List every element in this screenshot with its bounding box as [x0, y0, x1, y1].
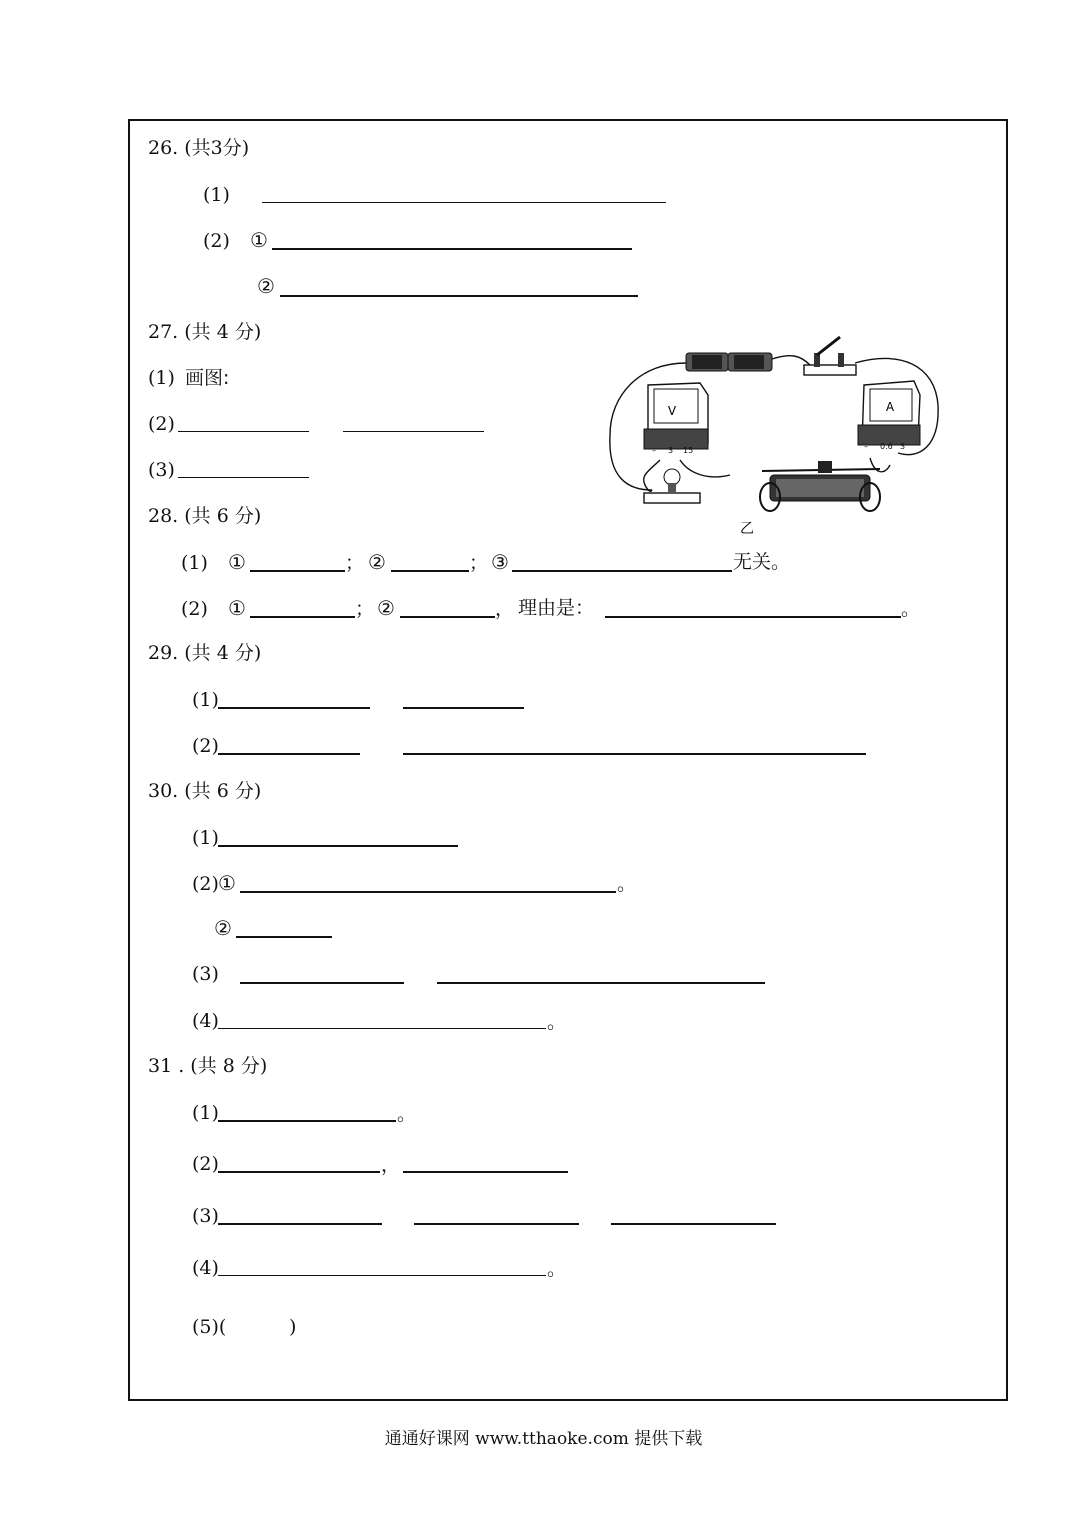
- ammeter-terminal-neg: –: [864, 442, 868, 451]
- q28-part1-answer-line-2[interactable]: [391, 570, 469, 572]
- q30-part2-answer-line-2[interactable]: [236, 936, 332, 938]
- q30-part1-answer-line[interactable]: [218, 845, 458, 847]
- q30-part2-answer-line-1[interactable]: [240, 891, 616, 893]
- ammeter: [858, 381, 920, 451]
- q31-part3-label: (3): [192, 1205, 219, 1227]
- q26-part1-answer-line[interactable]: [262, 202, 666, 203]
- q30-part1-label: (1): [192, 827, 219, 849]
- q28-part1-answer-line-1[interactable]: [250, 570, 345, 572]
- q31-part3-answer-line-3[interactable]: [611, 1223, 776, 1225]
- q31-part1-label: (1): [192, 1102, 219, 1124]
- q26-part1-label: (1): [203, 184, 230, 206]
- q29-part2-label: (2): [192, 735, 219, 757]
- sliding-rheostat: [760, 461, 880, 511]
- q26-part2-label: (2): [203, 230, 230, 252]
- q30-part3-label: (3): [192, 963, 219, 985]
- voltmeter-terminal-15: 15: [683, 446, 694, 455]
- q29-part2-answer-line-2[interactable]: [403, 753, 866, 755]
- q27-part2-answer-line-2[interactable]: [343, 431, 484, 432]
- q29-part1-label: (1): [192, 689, 219, 711]
- q28-p1-circle-3: ③: [491, 550, 509, 574]
- q30-part4-answer-line[interactable]: [218, 1028, 546, 1029]
- q27-part1-text: 画图:: [185, 367, 230, 389]
- q29-part1-answer-line-2[interactable]: [403, 707, 524, 709]
- q31-part2-label: (2): [192, 1153, 219, 1175]
- q30-heading: 30. (共 6 分): [148, 780, 262, 802]
- q31-part5-label: (5)(: [192, 1316, 227, 1338]
- battery-2: [728, 353, 772, 371]
- q30-part4-label: (4): [192, 1010, 219, 1032]
- voltmeter-terminal-3: 3: [668, 446, 674, 455]
- q27-part3-label: (3): [148, 459, 175, 481]
- q31-part2-answer-line-2[interactable]: [403, 1171, 568, 1173]
- q28-reason-answer-line[interactable]: [605, 616, 901, 618]
- q28-p1-circle-2: ②: [368, 550, 386, 574]
- q31-part5-close: ): [289, 1316, 297, 1338]
- ammeter-terminal-3: 3: [900, 442, 906, 451]
- q28-heading: 28. (共 6 分): [148, 505, 262, 527]
- q28-p2-circle-2: ②: [377, 596, 395, 620]
- q30-part3-answer-line-1[interactable]: [240, 982, 404, 984]
- q31-p2-comma: ，: [381, 1154, 401, 1176]
- q28-p2-comma: ，: [495, 598, 515, 620]
- q26-part2-answer-line-2[interactable]: [280, 295, 638, 297]
- light-bulb: [644, 469, 700, 503]
- q28-p2-end: 。: [901, 598, 921, 620]
- ammeter-terminal-06: 0.6: [880, 442, 893, 451]
- q30-p2-period: 。: [617, 873, 637, 895]
- q28-p2-sep: ；: [355, 598, 375, 620]
- q30-part2-label: (2): [192, 873, 219, 895]
- switch: [804, 337, 856, 375]
- q28-p1-end: 无关。: [733, 551, 791, 573]
- q31-p4-period: 。: [547, 1258, 567, 1280]
- voltmeter-terminal-neg: –: [652, 446, 656, 455]
- voltmeter: [644, 383, 708, 455]
- answer-sheet-frame: [128, 119, 1008, 1401]
- figure-label: 乙: [740, 521, 754, 537]
- q28-p1-circle-1: ①: [228, 550, 246, 574]
- q31-p1-period: 。: [397, 1103, 417, 1125]
- q27-part2-answer-line-1[interactable]: [178, 431, 309, 432]
- battery-1: [686, 353, 728, 371]
- q28-p2-circle-1: ①: [228, 596, 246, 620]
- q28-part1-answer-line-3[interactable]: [512, 570, 732, 572]
- q27-part2-label: (2): [148, 413, 175, 435]
- q27-heading: 27. (共 4 分): [148, 321, 262, 343]
- q28-p1-sep-1: ；: [345, 552, 365, 574]
- ammeter-letter: A: [885, 400, 895, 414]
- q31-part3-answer-line-1[interactable]: [218, 1223, 382, 1225]
- q30-circle-2: ②: [214, 916, 232, 940]
- q28-part2-label: (2): [181, 598, 208, 620]
- q29-part2-answer-line-1[interactable]: [218, 753, 360, 755]
- q31-part4-label: (4): [192, 1257, 219, 1279]
- q28-p1-sep-2: ；: [469, 552, 489, 574]
- q31-part4-answer-line[interactable]: [218, 1275, 546, 1276]
- q30-circle-1: ①: [218, 871, 236, 895]
- q26-heading: 26. (共3分): [148, 137, 250, 159]
- q27-part3-answer-line[interactable]: [178, 477, 309, 478]
- q28-part2-answer-line-1[interactable]: [250, 616, 355, 618]
- q29-heading: 29. (共 4 分): [148, 642, 262, 664]
- q28-reason-label: 理由是：: [518, 597, 595, 619]
- q26-circle-2: ②: [257, 274, 275, 298]
- q29-part1-answer-line-1[interactable]: [218, 707, 370, 709]
- q31-part1-answer-line[interactable]: [218, 1120, 396, 1122]
- voltmeter-letter: V: [667, 404, 677, 418]
- q28-part1-label: (1): [181, 552, 208, 574]
- q31-part3-answer-line-2[interactable]: [414, 1223, 579, 1225]
- q30-p4-period: 。: [547, 1011, 567, 1033]
- q31-heading: 31 . (共 8 分): [148, 1055, 268, 1077]
- q30-part3-answer-line-2[interactable]: [437, 982, 765, 984]
- footer-text: 通通好课网 www.tthaoke.com 提供下载: [384, 1429, 703, 1449]
- circuit-diagram: [600, 325, 950, 540]
- q26-circle-1: ①: [250, 228, 268, 252]
- q31-part2-answer-line-1[interactable]: [218, 1171, 380, 1173]
- q27-part1-label: (1): [148, 367, 175, 389]
- q26-part2-answer-line-1[interactable]: [272, 248, 632, 250]
- q28-part2-answer-line-2[interactable]: [400, 616, 495, 618]
